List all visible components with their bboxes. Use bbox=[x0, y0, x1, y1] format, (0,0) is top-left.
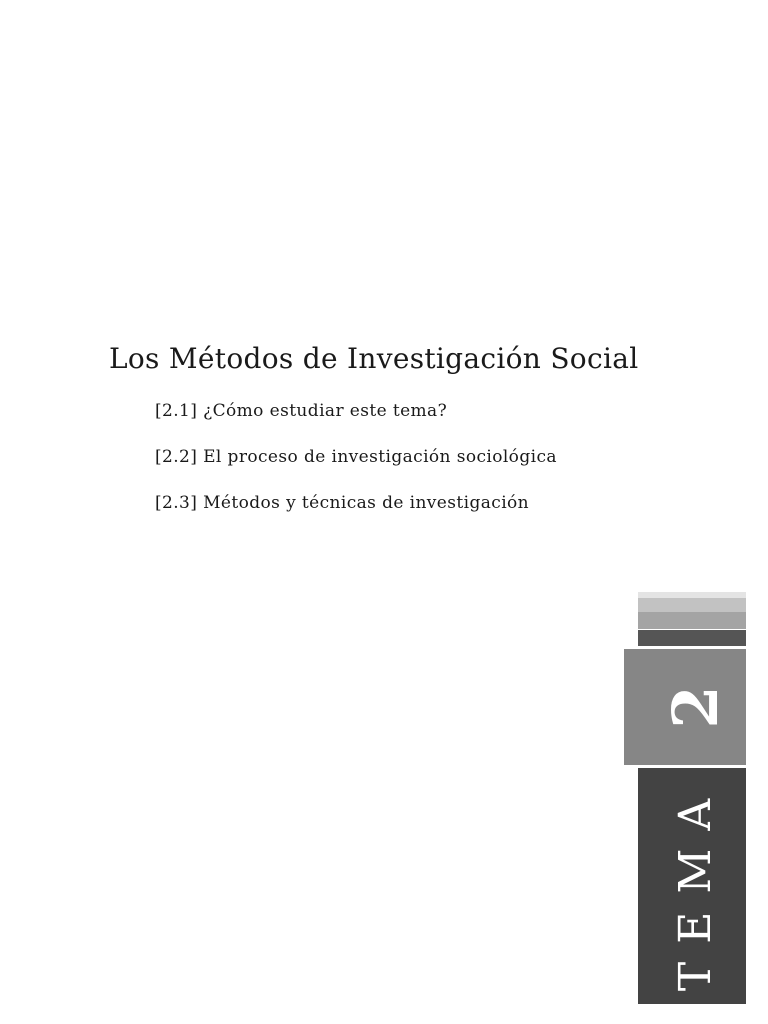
tab-stripe-lightgray bbox=[638, 598, 746, 612]
tab-stripe-midgray bbox=[638, 612, 746, 629]
toc-item-2-1: [2.1] ¿Cómo estudiar este tema? bbox=[155, 401, 448, 421]
tema-label-box bbox=[638, 768, 746, 1004]
chapter-title: Los Métodos de Investigación Social bbox=[109, 342, 639, 375]
chapter-number-box bbox=[624, 649, 746, 765]
chapter-number: 2 bbox=[659, 685, 732, 729]
toc-item-2-3: [2.3] Métodos y técnicas de investigación bbox=[155, 493, 530, 513]
tema-label: TEMA bbox=[670, 780, 721, 992]
tab-stripe-dark bbox=[638, 630, 746, 646]
toc-item-2-2: [2.2] El proceso de investigación sociológica bbox=[155, 447, 557, 467]
table-of-contents bbox=[155, 398, 557, 536]
